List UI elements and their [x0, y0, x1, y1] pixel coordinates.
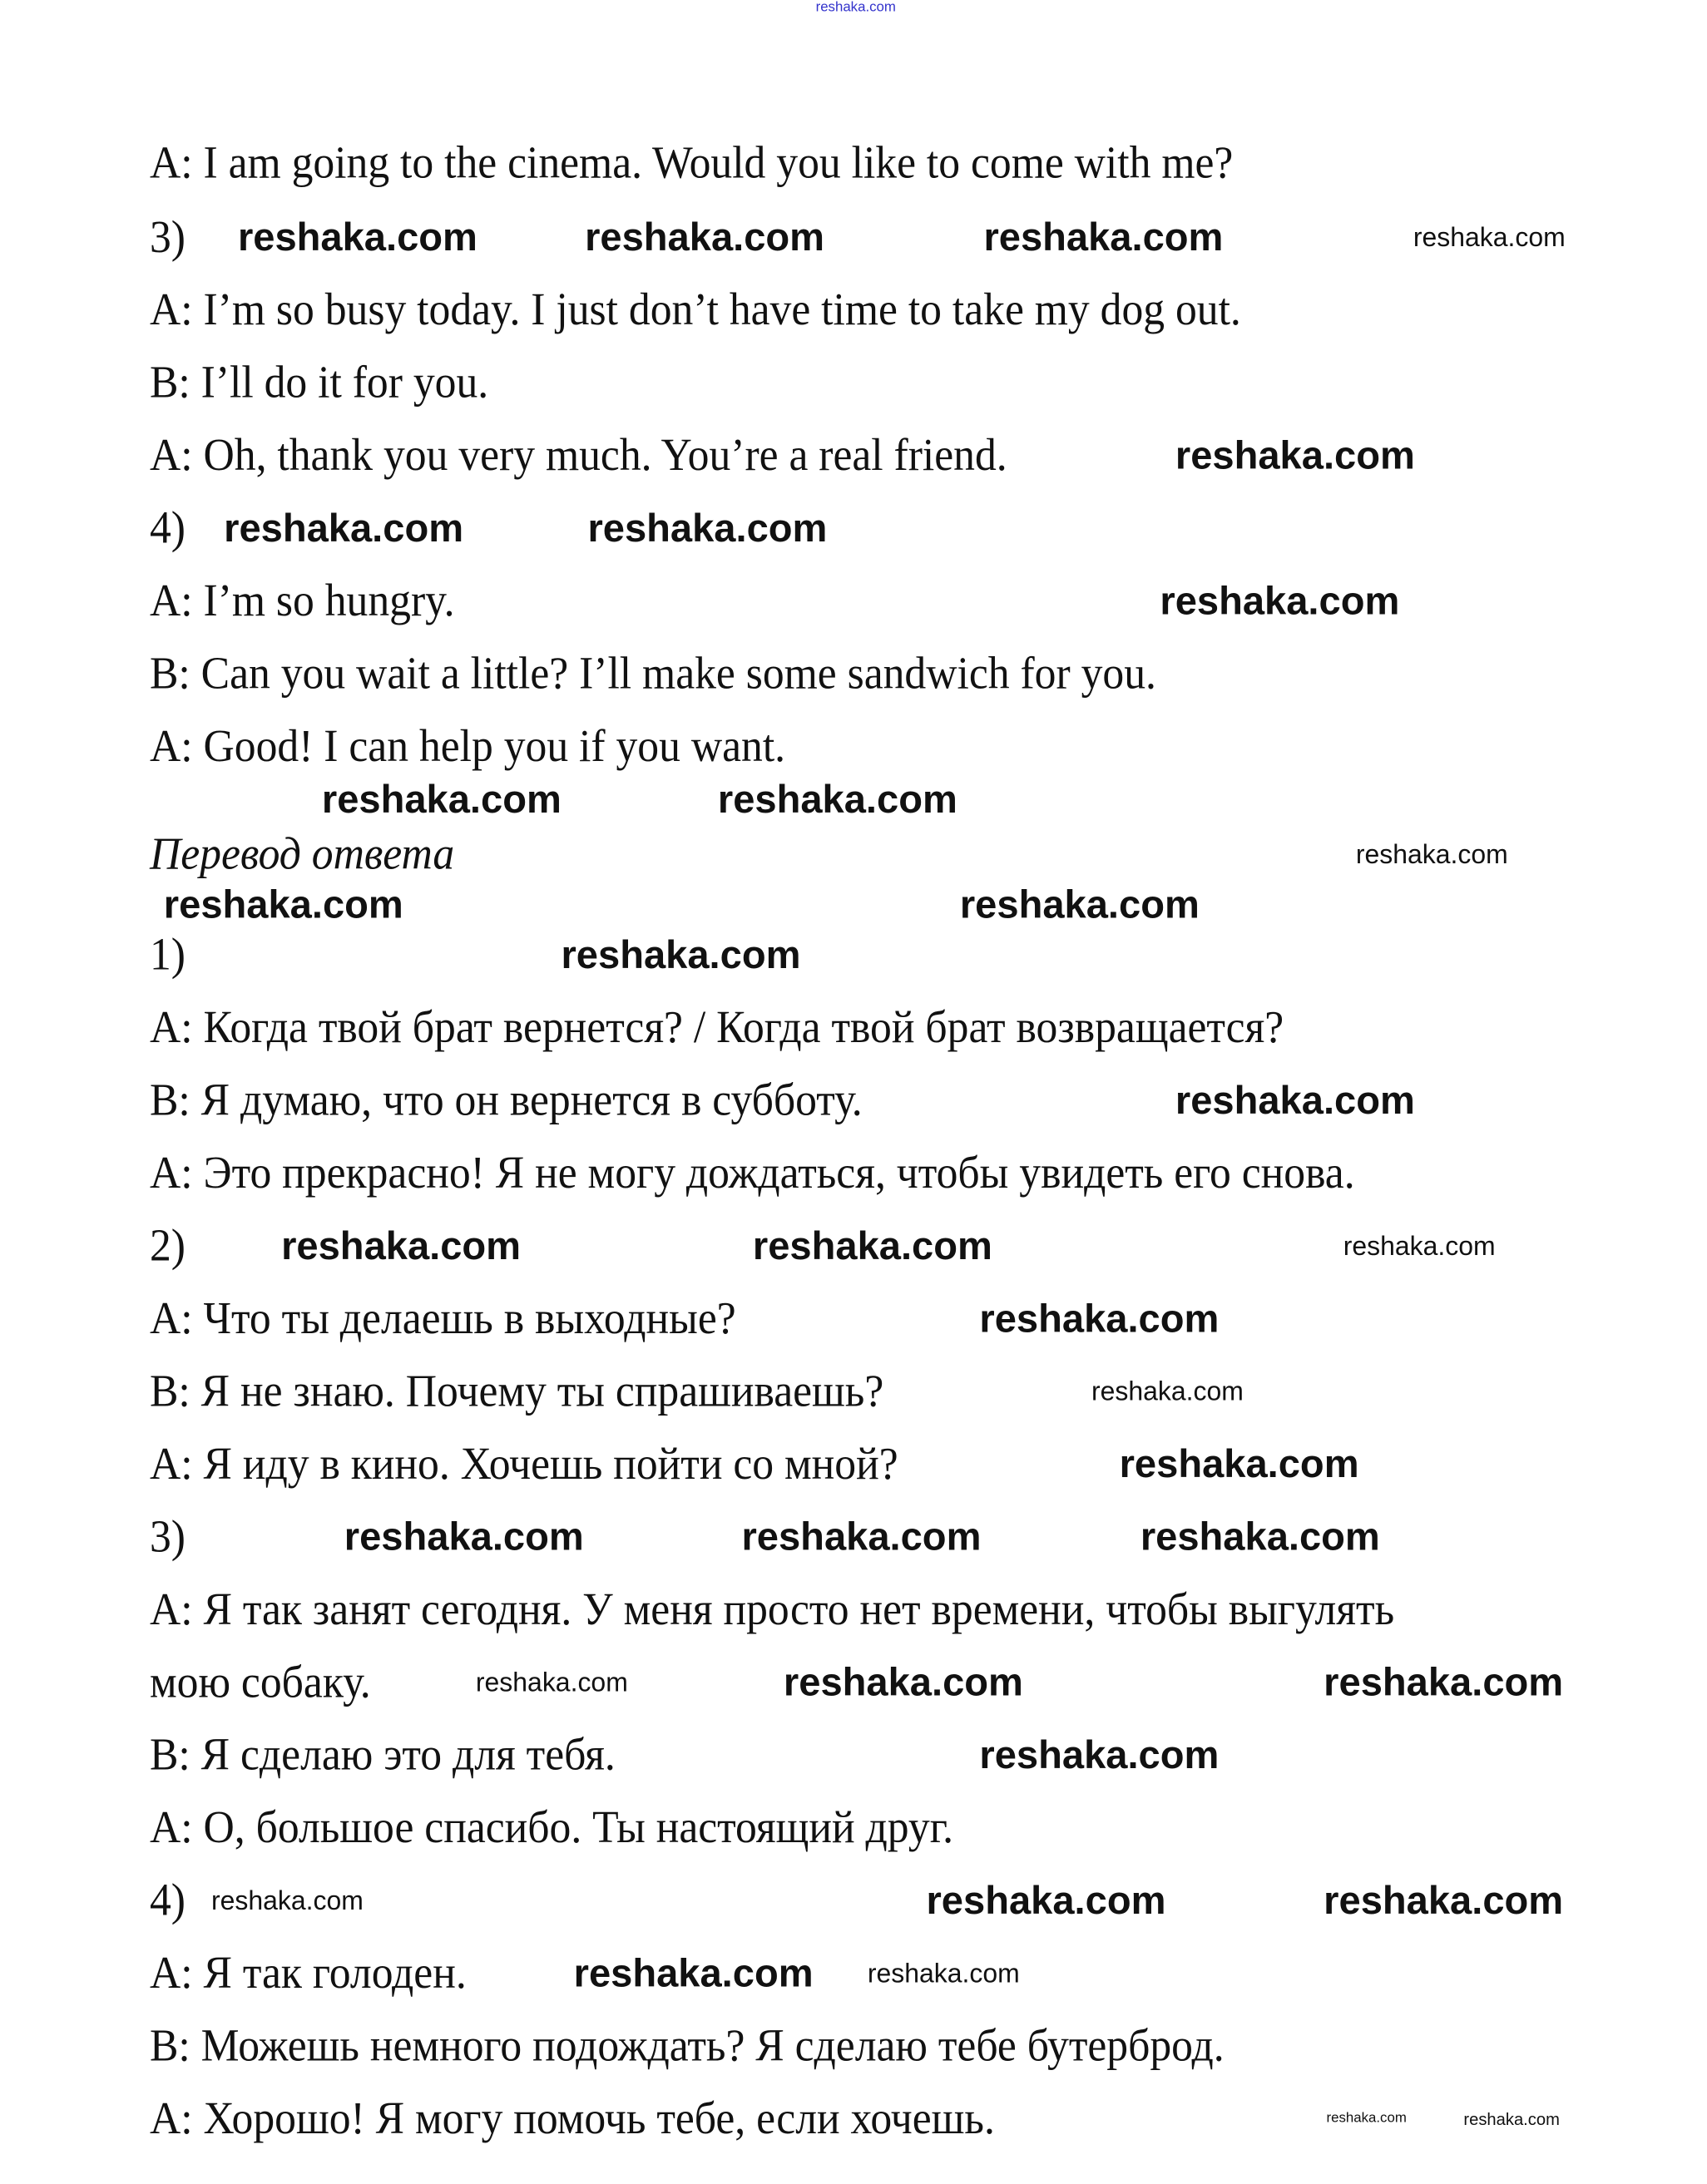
watermark: reshaka.com [741, 1514, 982, 1559]
dialogue-line: A: I am going to the cinema. Would you like to come with me? [149, 138, 1234, 190]
dialogue-line: A: Я так занят сегодня. У меня просто нет времени, чтобы выгулять [149, 1584, 1395, 1636]
dialogue-line: 3) [149, 212, 186, 264]
watermark: reshaka.com [224, 506, 464, 551]
watermark: reshaka.com [1324, 1660, 1564, 1704]
watermark: reshaka.com [210, 1886, 364, 1916]
watermark: reshaka.com [783, 1660, 1023, 1704]
watermark: reshaka.com [717, 778, 957, 822]
dialogue-line: A: Что ты делаешь в выходные? [149, 1293, 736, 1345]
watermark: reshaka.com [587, 506, 828, 551]
dialogue-line: A: I’m so hungry. [149, 576, 455, 627]
dialogue-line: 2) [149, 1221, 186, 1272]
dialogue-line: A: Я так голоден. [149, 1949, 467, 1999]
watermark: reshaka.com [983, 215, 1224, 259]
dialogue-line: A: I’m so busy today. I just don’t have time to take my dog out. [149, 285, 1241, 336]
dialogue-line: 1) [149, 930, 186, 981]
dialogue-line: B: Я сделаю это для тебя. [149, 1730, 616, 1781]
watermark: reshaka.com [867, 1959, 1020, 1989]
dialogue-line: B: Можешь немного подождать? Я сделаю тебе бутерброд. [149, 2021, 1225, 2073]
section-heading: Перевод ответа [149, 829, 455, 880]
watermark: reshaka.com [475, 1668, 628, 1698]
watermark: reshaka.com [573, 1951, 814, 1995]
dialogue-line: B: Я думаю, что он вернется в субботу. [149, 1075, 863, 1127]
watermark: reshaka.com [1140, 1514, 1380, 1559]
watermark: reshaka.com [979, 1297, 1220, 1341]
watermark: reshaka.com [344, 1514, 584, 1559]
dialogue-line: мою собаку. [149, 1658, 371, 1708]
watermark: reshaka.com [163, 882, 403, 926]
dialogue-line: 3) [149, 1512, 186, 1563]
watermark: reshaka.com [585, 215, 825, 259]
dialogue-line: 4) [149, 503, 186, 555]
watermark: reshaka.com [1091, 1376, 1244, 1407]
dialogue-line: A: О, большое спасибо. Ты настоящий друг. [149, 1803, 953, 1854]
dialogue-line: B: Can you wait a little? I’ll make some sandwich for you. [149, 649, 1156, 699]
watermark: reshaka.com [1175, 433, 1415, 477]
watermark: reshaka.com [1355, 840, 1508, 870]
dialogue-line: B: I’ll do it for you. [149, 358, 489, 409]
watermark: reshaka.com [1175, 1078, 1415, 1122]
dialogue-line: A: Я иду в кино. Хочешь пойти со мной? [149, 1439, 898, 1490]
dialogue-line: B: Я не знаю. Почему ты спрашиваешь? [149, 1366, 884, 1417]
watermark: reshaka.com [1343, 1232, 1496, 1262]
watermark: reshaka.com [1324, 1878, 1564, 1923]
dialogue-line: A: Когда твой брат вернется? / Когда твой брат возвращается? [149, 1002, 1284, 1054]
dialogue-line: A: Это прекрасно! Я не могу дождаться, чтобы увидеть его снова. [149, 1148, 1355, 1199]
watermark: reshaka.com [752, 1223, 992, 1267]
watermark: reshaka.com [1413, 223, 1566, 253]
dialogue-line: 4) [149, 1875, 186, 1927]
dialogue-line: A: Хорошо! Я могу помочь тебе, если хочешь. [149, 2093, 995, 2145]
watermark: reshaka.com [561, 932, 801, 977]
watermark: reshaka.com [1160, 579, 1400, 623]
watermark: reshaka.com [1119, 1442, 1359, 1486]
watermark: reshaka.com [1326, 2111, 1407, 2127]
watermark: reshaka.com [959, 882, 1200, 926]
watermark: reshaka.com [281, 1223, 522, 1267]
header-watermark: reshaka.com [815, 0, 896, 16]
watermark: reshaka.com [979, 1732, 1220, 1777]
watermark: reshaka.com [321, 778, 562, 822]
watermark: reshaka.com [237, 215, 477, 259]
dialogue-line: A: Good! I can help you if you want. [149, 721, 786, 773]
watermark: reshaka.com [1463, 2109, 1560, 2130]
watermark: reshaka.com [926, 1878, 1166, 1923]
dialogue-line: A: Oh, thank you very much. You’re a real friend. [149, 431, 1007, 482]
